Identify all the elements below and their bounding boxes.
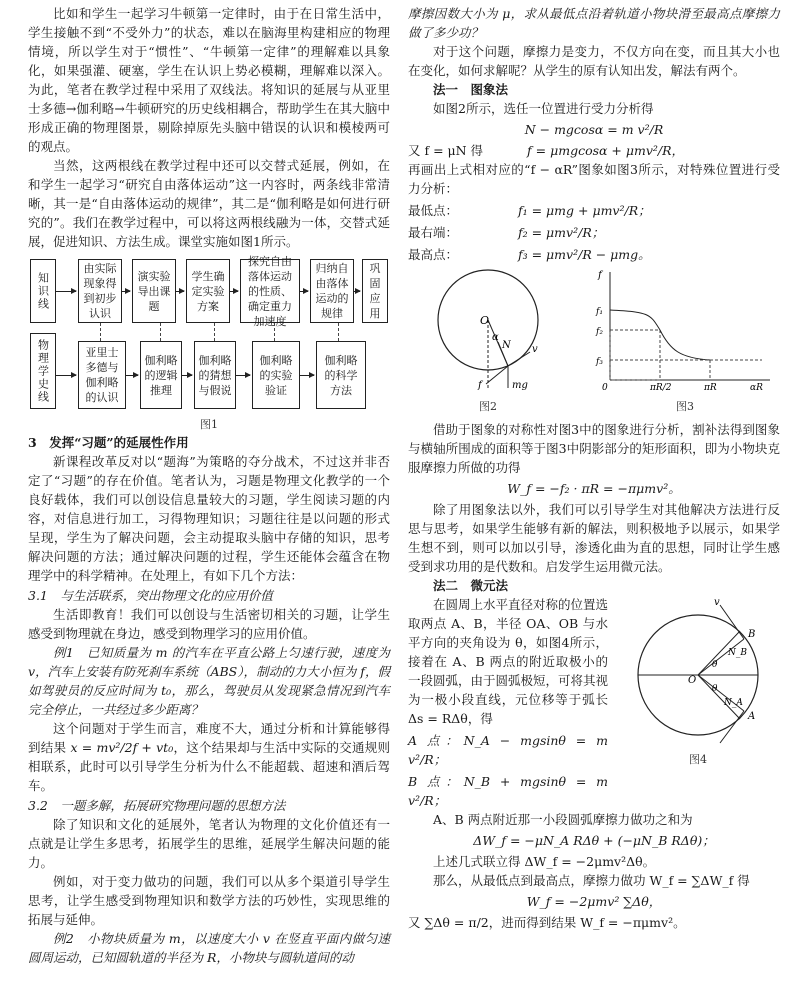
text-span: ，这个结果却与生活中实际的交通规则相联系，此时可以引导学生分析为什么不能超载、超速和酒后驾车。 [28,740,390,793]
flow-arrow [176,291,184,292]
paragraph [408,141,780,160]
text-span: 又 f = μN 得 [408,143,484,158]
left-column [28,4,390,967]
flow-arrow [300,375,314,376]
svg-text:mg: mg [512,380,528,391]
method-heading: 法二 微元法 [433,578,509,593]
svg-text:πR/2: πR/2 [650,383,672,392]
flow-bottom-step: 亚里士多德与伽利略的认识 [78,341,126,409]
example-1: 例1 已知质量为 m 的汽车在平直公路上匀速行驶，速度为 v，汽车上安装有防死刹车系统（ABS），制动的力大小恒为 f，假如驾驶员的反应时间为 t₀，那么，驾驶员从发现紧急情况到汽车完全停止，一共经过多少距离？ [28,645,390,717]
flow-top-step: 演实验导出课题 [132,259,176,323]
flow-bottom-step: 伽利略的猜想与假说 [194,341,236,409]
equation: f₁ = μmg + μmv²/R； [518,203,651,218]
subsection-heading: 3.1 与生活联系，突出物理文化的应用价值 [28,588,273,603]
equation: W_f = −2μmv² ∑Δθ， [526,894,662,909]
svg-text:v: v [714,597,720,608]
figure-1-flowchart [28,254,390,431]
equation: A 点：N_A − mgsinθ = m v²/R； [408,733,608,767]
svg-text:A: A [748,711,756,722]
paragraph: 那么，从最低点到最高点，摩擦力做功 W_f = ∑ΔW_f 得 [433,873,750,888]
svg-text:O: O [688,675,697,686]
flow-arrow [182,375,192,376]
svg-text:f₁: f₁ [596,307,603,317]
paragraph: 例如，对于变力做功的问题，我们可以从多个渠道引导学生思考，让学生感受到物理知识和数学方法的巧妙性，实现思维的拓展与延伸。 [28,874,390,927]
flow-top-step: 巩固应用 [362,259,388,323]
svg-text:θ: θ [712,660,718,670]
figure-3-graph [590,268,780,392]
flow-top-step: 学生确定实验方案 [186,259,230,323]
equation: x = mv²/2f + vt₀ [70,740,174,755]
flow-history-line: 物理学史线 [30,333,56,409]
flow-arrow [236,375,250,376]
figure-3 [590,268,780,416]
paragraph: 在圆周上水平直径对称的位置选取两点 A、B，半径 OA、OB 与水平方向的夹角设为 θ，如图4所示，接着在 A、B 两点的附近取极小的一段圆弧，由于圆弧极短，可将其视为一极小段直线，元位移等于弧长 Δs = RΔθ，得 [408,597,609,726]
figures-2-3 [408,268,780,416]
flow-link [100,323,101,341]
equation: N − mgcosα = m v²/R [524,122,664,137]
figure-caption: 图2 [479,400,497,413]
figure-caption: 图4 [689,753,707,766]
paragraph: 除了知识和文化的延展外，笔者认为物理的文化价值还有一点就是让学生多思考，拓展学生的思维，延展学生解决问题的能力。 [28,817,390,870]
equation: B 点：N_B + mgsinθ = m v²/R； [408,774,608,808]
figure-4-diagram [616,595,780,745]
figure-caption: 图3 [676,400,694,413]
example-2: 例2 小物块质量为 m，以速度大小 v 在竖直平面内做匀速圆周运动，已知圆轨道的半径为 R，小物块与圆轨道间的动 [28,931,390,965]
method-heading: 法一 图象法 [433,82,509,97]
text-span: 这个问题对于学生而言，难度不大，通过分析和计算能够得到结果 [28,721,390,755]
paragraph: 生活即教育！我们可以创设与生活密切相关的习题，让学生感受到物理就在身边，感受到物理学习的应用价值。 [28,607,390,641]
equation: f₃ = μmv²/R − μmg。 [518,247,651,262]
figure-2-diagram [408,268,568,392]
equation: f = μmgcosα + μmv²/R， [527,143,685,158]
svg-text:f₂: f₂ [596,327,603,337]
eq-label: 最右端： [408,225,459,240]
svg-text:f: f [598,270,602,281]
flow-top-step: 探究自由落体运动的性质、确定重力加速度 [240,259,300,323]
flow-top-step: 归纳自由落体运动的规律 [310,259,354,323]
equation: W_f = −f₂ · πR = −πμmv²。 [507,481,681,496]
flow-arrow [56,291,76,292]
svg-text:0: 0 [602,383,608,392]
svg-text:N: N [502,340,511,351]
flow-arrow [354,291,360,292]
equation-row [408,245,780,264]
paragraph: 除了用图象法以外，我们可以引导学生对其他解决方法进行反思与思考，如果学生能够有新的解法，则积极地予以展示，如果学生想不到，则可以加以引导，渗透化曲为直的思想，同时让学生感受到求功用的是代数和。启发学生运用微元法。 [408,502,780,574]
flow-link [160,323,161,341]
flow-link [338,323,339,341]
paragraph: 当然，这两根线在教学过程中还可以交替式延展，例如，在和学生一起学习“研究自由落体运动”这一内容时，两条线非常清晰，其一是“自由落体运动的规律”，其二是“伽利略是如何进行研究的”。我们在教学过程中，可以将这两根线融为一体，交替式延展，促进知识、方法生成。课堂实施如图1所示。 [28,158,390,249]
svg-text:O: O [480,314,490,327]
paragraph: A、B 两点附近那一小段圆弧摩擦力做功之和为 [433,812,693,827]
flow-arrow [230,291,238,292]
figure-4 [616,595,780,810]
subsection-heading: 3.2 一题多解，拓展研究物理问题的思想方法 [28,798,286,813]
method-2-text [408,595,608,810]
paragraph: 又 ∑Δθ = π/2，进而得到结果 W_f = −πμmv²。 [408,915,686,930]
paragraph: 比如和学生一起学习牛顿第一定律时，由于在日常生活中，学生接触不到“不受外力”的状态，难以在脑海里构建相应的物理情境，所以学生对于“惯性”、“牛顿第一定律”的理解难以具象化，如果强灌、硬塞，学生在认识上势必模糊，理解难以深入。为此，笔者在教学过程中采用了双线法。将知识的延展与从亚里士多德→伽利略→牛顿研究的历史线相耦合，帮助学生在其大脑中形成正确的物理图景，剔除掉原先头脑中错误的认识和模棱两可的观点。 [28,6,390,154]
svg-text:f: f [478,380,482,391]
flow-top-step: 由实际现象得到初步认识 [78,259,122,323]
svg-text:f₃: f₃ [596,357,603,367]
paragraph [28,719,390,795]
flow-bottom-step: 伽利略的科学方法 [316,341,366,409]
flow-arrow [126,375,138,376]
svg-text:αR: αR [750,383,763,392]
equation: f₂ = μmv²/R； [518,225,605,240]
svg-text:v: v [532,344,538,355]
svg-text:B: B [748,629,756,640]
flow-bottom-step: 伽利略的实验验证 [252,341,300,409]
paragraph: 新课程改革反对以“题海”为策略的夺分战术，不过这并非否定了“习题”的存在价值。笔者认为，习题是物理文化教学的一个良好载体，我们可以创设信息量较大的习题，学生阅读习题的内容，对信息进行加工，习得物理知识；习题往往是以问题的形式呈现，学生为了解决问题，会主动提取头脑中存储的知识，思考解决问题的方法；通过解决问题的过程，学生还能体会蕴含在物理学中的科学精神。在处理上，有如下几个方法： [28,454,390,583]
paragraph: 如图2所示，选任一位置进行受力分析得 [433,101,654,116]
section-heading: 3 发挥“习题”的延展性作用 [28,435,189,450]
flow-arrow [122,291,130,292]
svg-text:N_A: N_A [724,698,743,708]
flow-bottom-step: 伽利略的逻辑推理 [140,341,182,409]
equation-row [408,201,780,220]
flow-arrow [56,375,76,376]
svg-text:πR: πR [704,383,717,392]
paragraph: 借助于图象的对称性对图3中的图象进行分析，割补法得到图象与横轴所围成的面积等于图3中阴影部分的矩形面积，即为小物块克服摩擦力所做的功得 [408,422,780,475]
flow-link [214,323,215,341]
flow-knowledge-line: 知识线 [30,259,56,323]
equation-row [408,223,780,242]
flow-link [274,323,275,341]
eq-label: 最高点： [408,247,459,262]
flow-arrow [300,291,308,292]
paragraph: 对于这个问题，摩擦力是变力，不仅方向在变，而且其大小也在变化，如何求解呢？从学生的原有认知出发，解法有两个。 [408,44,780,78]
paragraph: 上述几式联立得 ΔW_f = −2μmv²Δθ。 [433,854,656,869]
right-column [408,4,780,932]
paragraph: 再画出上式相对应的“f − αR”图象如图3所示，对特殊位置进行受力分析： [408,162,780,196]
equation: ΔW_f = −μN_A RΔθ + (−μN_B RΔθ)； [473,833,715,848]
method-2-block [408,595,780,810]
svg-text:α: α [492,332,499,343]
example-2-continued: 摩擦因数大小为 μ，求从最低点沿着轨道小物块滑至最高点摩擦力做了多少功？ [408,6,780,40]
eq-label: 最低点： [408,203,459,218]
figure-2 [408,268,568,416]
svg-text:θ: θ [712,684,718,694]
figure-caption: 图1 [200,418,218,431]
svg-text:N_B: N_B [728,648,747,658]
